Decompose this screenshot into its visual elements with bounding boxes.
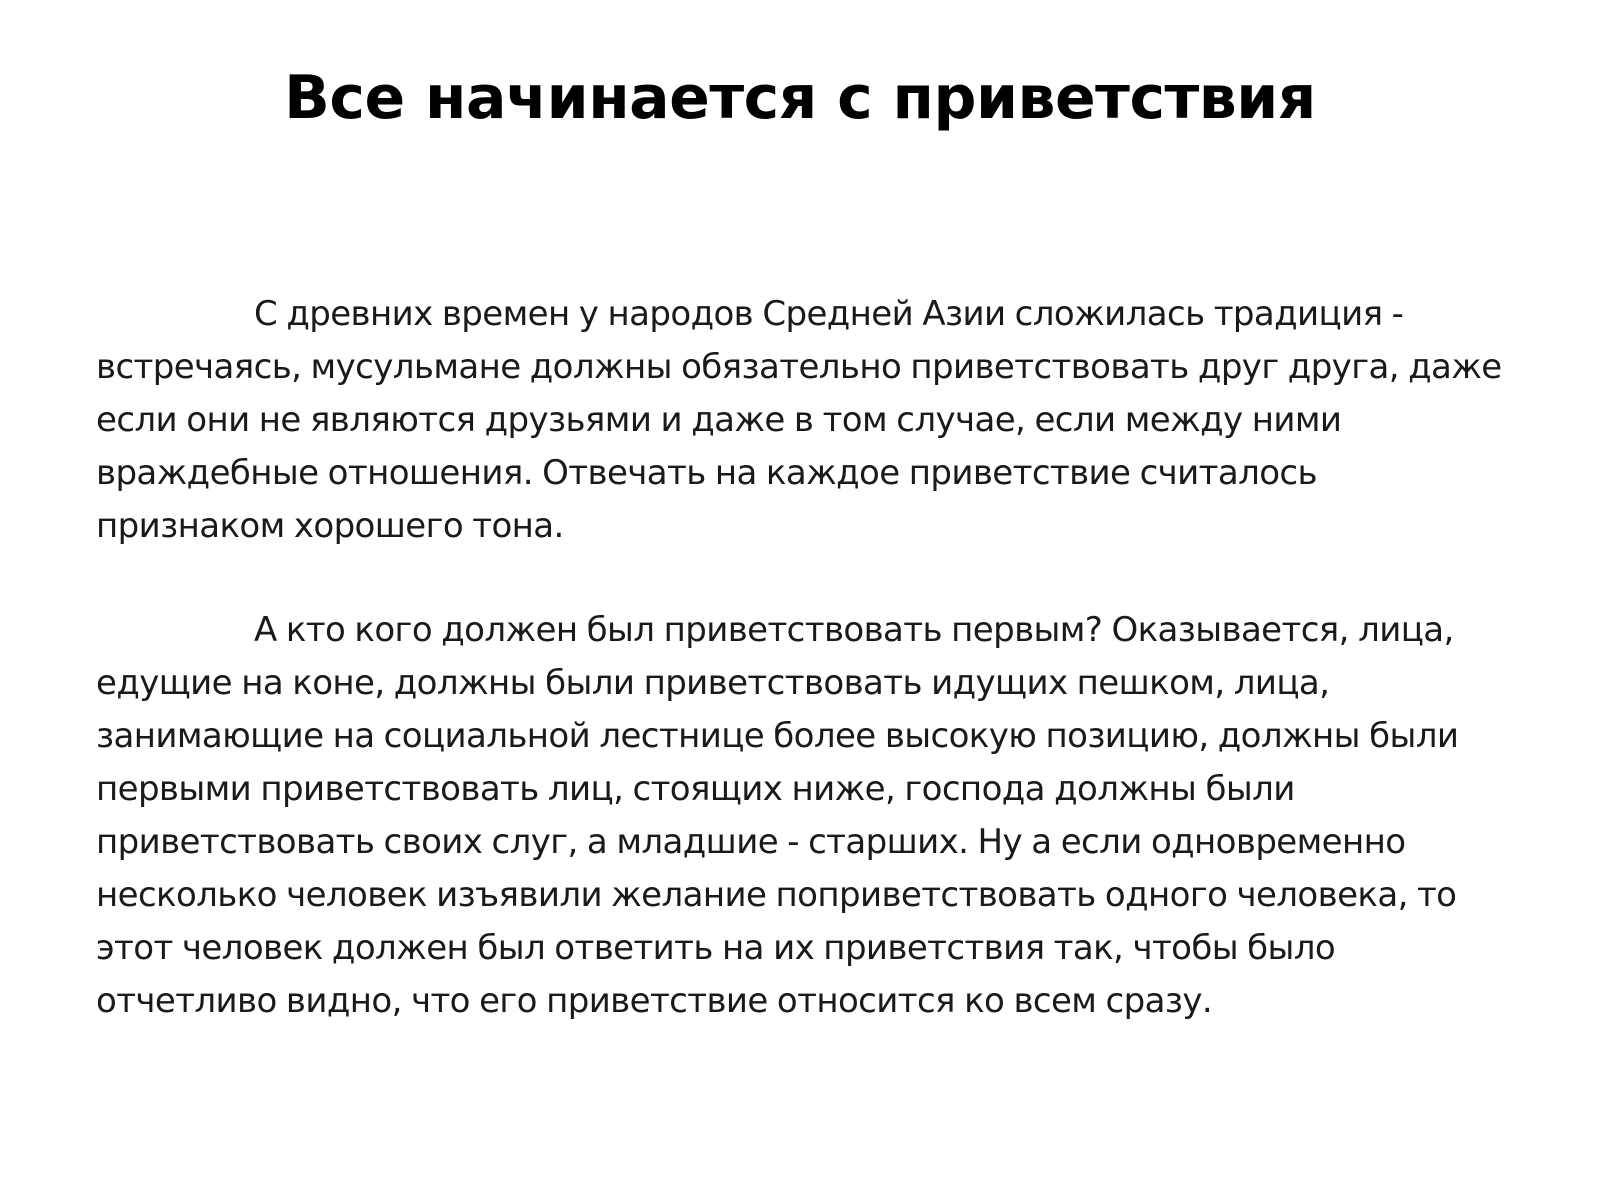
slide-title: Все начинается с приветствия xyxy=(284,63,1316,133)
slide-body xyxy=(96,288,1506,1028)
paragraph-tradition: С древних времен у народов Средней Азии сложилась традиция - встречаясь, мусульмане должны обязательно приветствовать друг друга, даже если они не являются друзьями и даже в том случае, если между ними враждебные отношения. Отвечать на каждое приветствие считалось признаком хорошего тона. xyxy=(96,294,1502,546)
paragraph-greeting-order: А кто кого должен был приветствовать первым? Оказывается, лица, едущие на коне, должны были приветствовать идущих пешком, лица, занимающие на социальной лестнице более высокую позицию, должны были первыми приветствовать лиц, стоящих ниже, господа должны были приветствовать своих слуг, а младшие - старших. Ну а если одновременно несколько человек изъявили желание поприветствовать одного человека, то этот человек должен был ответить на их приветствия так, чтобы было отчетливо видно, что его приветствие относится ко всем сразу. xyxy=(96,610,1459,1021)
